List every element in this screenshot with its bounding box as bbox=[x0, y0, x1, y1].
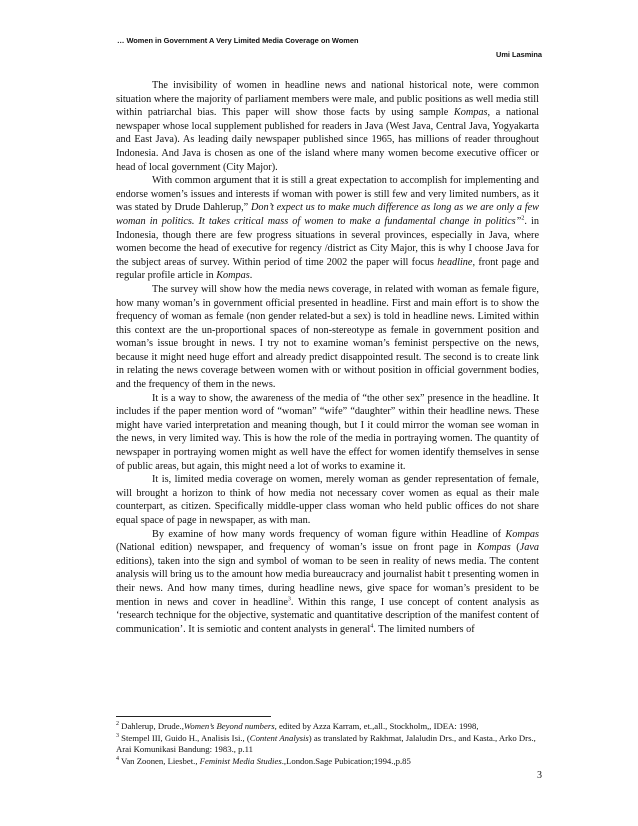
paragraph-5: It is, limited media coverage on women, merely woman as gender representation of female, will brought a horizon to think of how media not necessary cover women as equal as their male counterpart, as citizen. Specifically middle-upper class woman who held public offices do not share equal space of page in newspaper, as with man. bbox=[116, 474, 539, 526]
footnote-4: $^4$ Van Zoonen, Liesbet., Feminist Media Studies.,London.Sage Pubication;1994.,p.85 bbox=[116, 755, 411, 766]
running-header-author: Umi Lasmina bbox=[495, 50, 542, 59]
footnote-divider bbox=[116, 716, 271, 717]
paragraph-3: The survey will show how the media news coverage, in related with woman as female figure, how many woman’s in government official presented in headline. First and main effort is to show the frequency of woman as female (non gender related-but a sex) is told in headline news. Limited within this context are the un-proportional spaces of non-stereotype as female in government position and woman’s issue brought in news. I try not to examine woman’s feminist perspective on the news, because it might need huge effort and already predict disappointed result. The second is to create link in relating the news coverage between women with or without position in official government bodies, and the frequency of them in the news. bbox=[116, 283, 539, 391]
footnote-ref-2: 2 bbox=[521, 215, 525, 222]
footnote-ref-3: 3 bbox=[287, 596, 291, 603]
footnote-ref-4: 4 bbox=[370, 623, 374, 630]
paragraph-2: With common argument that it is still a great expectation to accomplish for implementing and endorse women’s issues and interests if woman with power is still few and very limited numbers, as it was stated by Drude Dahlerup,” Don’t expect us to make much difference as long as we are only a few woman in politics. It takes critical mass of women to make a fundamental change in politics”$^2$. in Indonesia, though there are few progress situations in several provinces, especially in Java, where women become the head of executive for regency /district as City Major, this is why I choose Java for the subject areas of survey. Within period of time 2002 the paper will focus headline, front page and regular profile article in Kompas. bbox=[116, 175, 539, 282]
footnotes bbox=[116, 721, 542, 767]
running-header-title: … Women in Government A Very Limited Media Coverage on Women bbox=[117, 36, 359, 45]
footnote-3: $^3$ Stempel III, Guido H., Analisis Isi., (Content Analysis) as translated by Rakhmat, Jalaludin Drs., and Kasta., Arko Drs., Arai Komunikasi Bandung: 1983., p.11 bbox=[116, 732, 536, 755]
paragraph-6: By examine of how many words frequency of woman figure within Headline of Kompas (National edition) newspaper, and frequency of woman’s issue on front page in Kompas (Java editions), taken into the sign and symbol of woman to be seen in reality of news media. The content analysis will bring us to the amount how media bureaucracy and journalist habit t presenting women in their news. And how many times, during headline news, give space for woman’s president to be mention in news and cover in headline$^3$. Within this range, I use concept of content analysis as ‘research technique for the objective, systematic and quantitative description of the manifest content of communication’. It is semiotic and content analysts in general$^4$. The limited numbers of bbox=[116, 528, 539, 635]
paragraph-4: It is a way to show, the awareness of the media of “the other sex” presence in the headline. It includes if the paper mention word of “woman” “wife” “daughter” within their headline news. These might have varied interpretation and meaning though, but I it could mirror the woman see woman in the news, in very limited way. This is how the role of the media in portraying women. The quantity of newspaper in portraying women might as well have the effect for women identify themselves in sense of public areas, but again, this might need a lot of works to examine it. bbox=[116, 392, 539, 472]
footnote-2: $^2$ Dahlerup, Drude.,Women’s Beyond numbers, edited by Azza Karram, et.,all., Stockholm,, IDEA: 1998, bbox=[116, 721, 479, 731]
paragraph-1: The invisibility of women in headline news and national historical note, were common situation where the majority of parliament members were male, and public positions as well media still within patriarchal bias. This paper will show those facts by using sample Kompas, a national newspaper whose local supplement published for readers in Java (West Java, Central Java, Yogyakarta and East Java). As leading daily newspaper published since 1965, has millions of reader throughout Indonesia. And Java is chosen as one of the island where many women become executive officer or head of local government (City Major). bbox=[116, 80, 539, 173]
body-text bbox=[116, 79, 539, 636]
page-number: 3 bbox=[537, 770, 542, 781]
